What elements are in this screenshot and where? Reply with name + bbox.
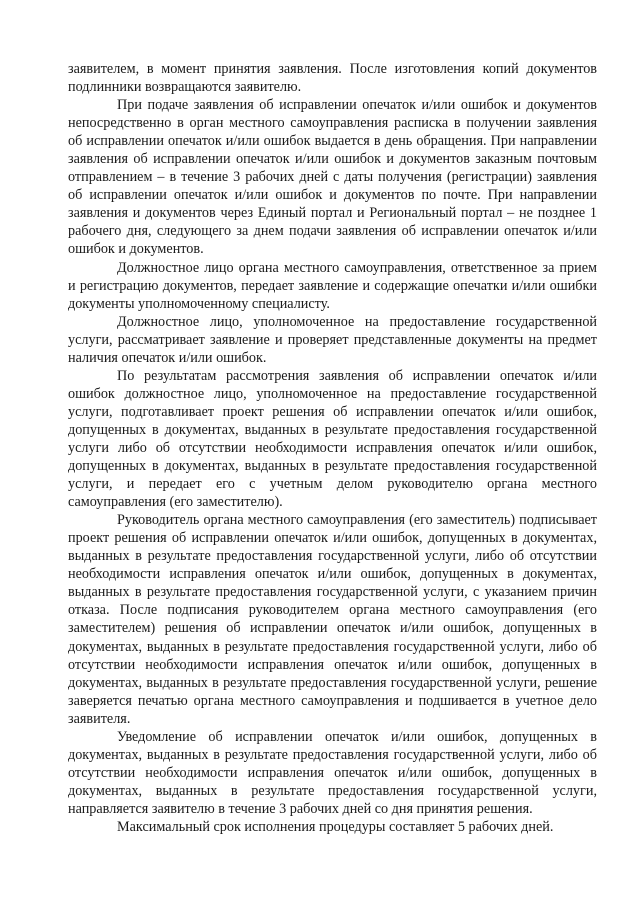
paragraph-registration: Должностное лицо органа местного самоуправления, ответственное за прием и регистрацию документов, передает заявление и содержащие опечатки и/или ошибки документы уполномоченному специалисту. (68, 259, 597, 312)
paragraph-receipt-issuance: При подаче заявления об исправлении опечаток и/или ошибок и документов непосредственно в орган местного самоуправления расписка в получении заявления об исправлении опечаток и/или ошибок выдается в день обращения. При направлении заявления об исправлении опечаток и/или ошибок и документов заказным почтовым отправлением – в течение 3 рабочих дней с даты получения (регистрации) заявления об исправлении опечаток и/или ошибок и документов по почте. При направлении заявления и документов через Единый портал и Региональный портал – не позднее 1 рабочего дня, следующего за днем подачи заявления об исправлении опечаток и/или ошибок и документов. (68, 97, 597, 258)
paragraph-signing: Руководитель органа местного самоуправления (его заместитель) подписывает проект решения об исправлении опечаток и/или ошибок, допущенных в документах, выданных в результате предоставления государственной услуги, либо об отсутствии необходимости исправления опечаток и/или ошибок, допущенных в документах, выданных в результате предоставления государственной услуги, с указанием причин отказа. После подписания руководителем органа местного самоуправления (его заместителем) решения об исправлении опечаток и/или ошибок, допущенных в документах, выданных в результате предоставления государственной услуги, либо об отсутствии необходимости исправления опечаток и/или ошибок, допущенных в документах, выданных в результате предоставления государственной услуги, решение заверяется печатью органа местного самоуправления и подшивается в учетное дело заявителя. (68, 512, 597, 727)
paragraph-review: Должностное лицо, уполномоченное на предоставление государственной услуги, рассматривает заявление и проверяет представленные документы на предмет наличия опечаток и/или ошибок. (68, 313, 597, 366)
document-page (68, 60, 597, 836)
paragraph-max-term: Максимальный срок исполнения процедуры составляет 5 рабочих дней. (117, 818, 554, 835)
paragraph-draft-decision: По результатам рассмотрения заявления об исправлении опечаток и/или ошибок должностное лицо, уполномоченное на предоставление государственной услуги, подготавливает проект решения об исправлении опечаток и/или ошибок, допущенных в документах, выданных в результате предоставления государственной услуги либо об отсутствии необходимости исправления опечаток и/или ошибок, допущенных в документах, выданных в результате предоставления государственной услуги, и передает его с учетным делом руководителю органа местного самоуправления (его заместителю). (68, 367, 597, 511)
paragraph-continuation: заявителем, в момент принятия заявления. После изготовления копий документов подлинники возвращаются заявителю. (68, 61, 597, 96)
paragraph-notification: Уведомление об исправлении опечаток и/или ошибок, допущенных в документах, выданных в результате предоставления государственной услуги, либо об отсутствии необходимости исправления опечаток и/или ошибок, допущенных в документах, выданных в результате предоставления государственной услуги, направляется заявителю в течение 3 рабочих дней со дня принятия решения. (68, 728, 597, 817)
